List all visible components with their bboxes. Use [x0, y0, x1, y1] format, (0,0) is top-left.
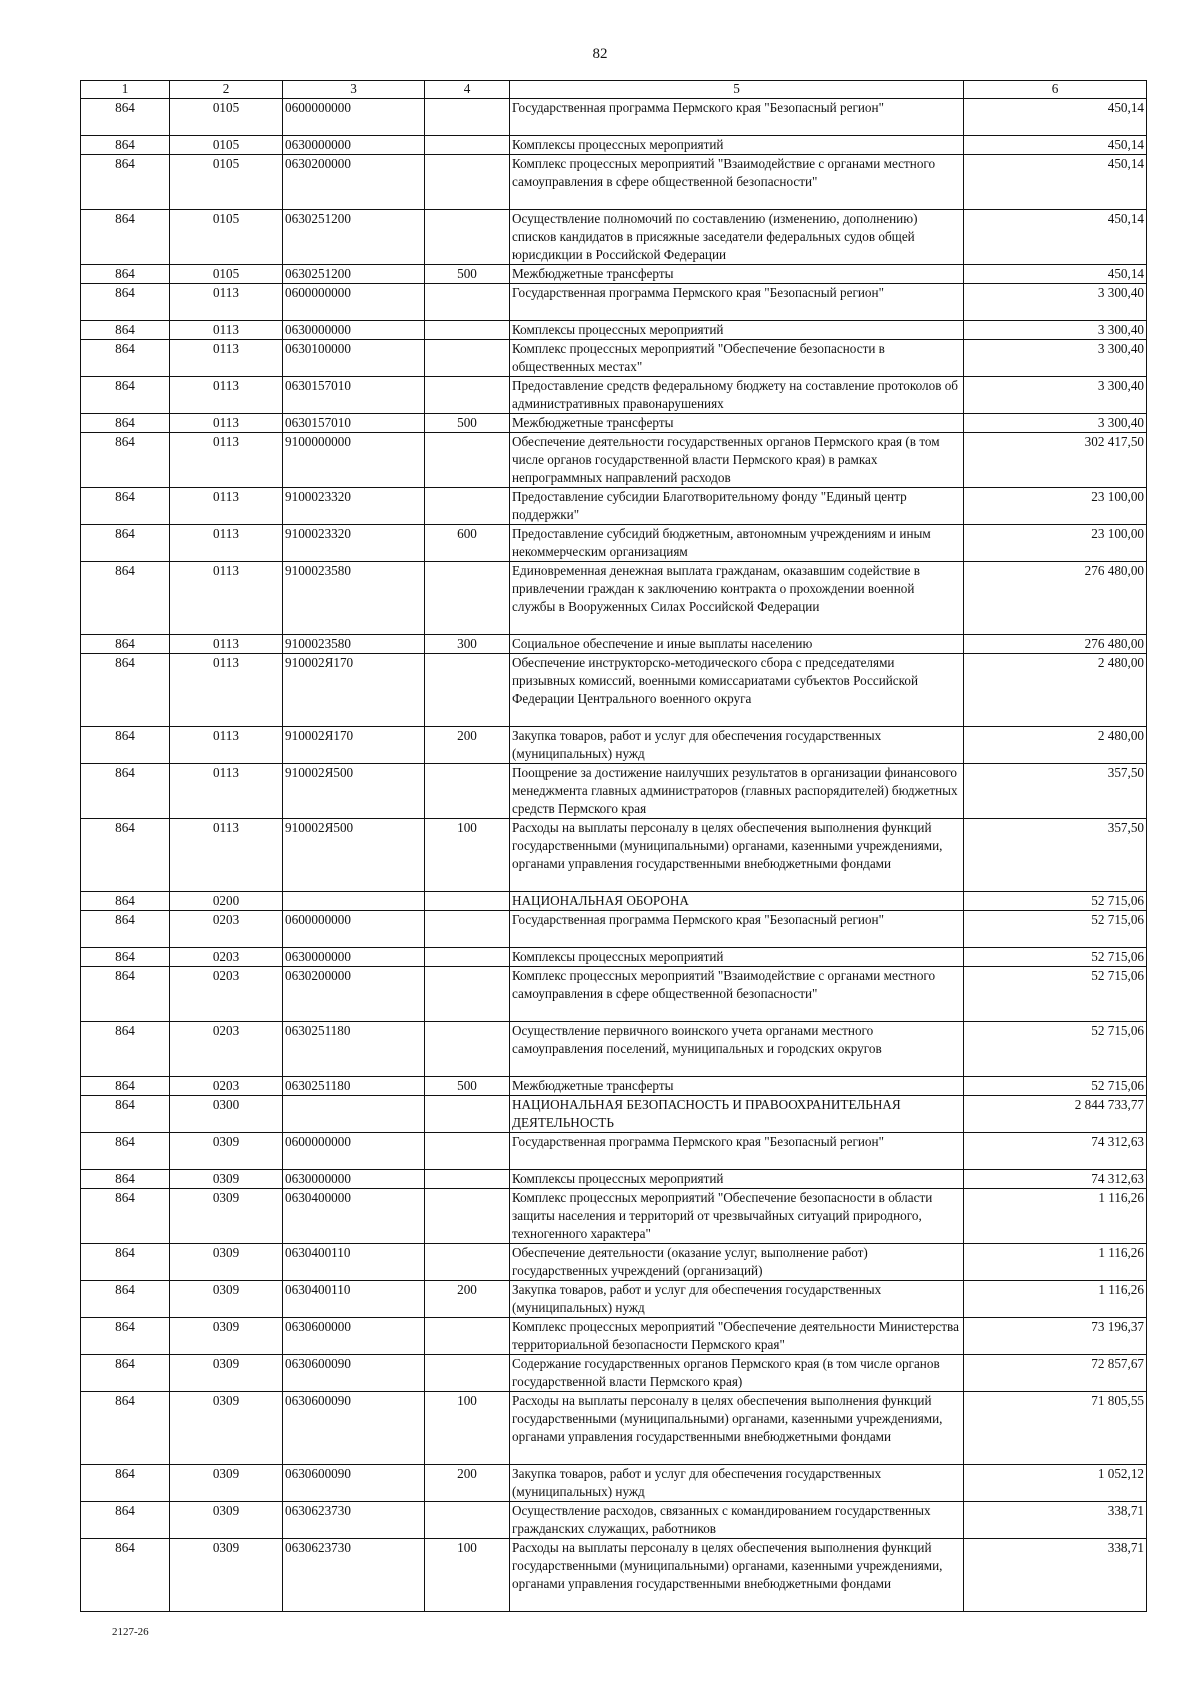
section-code-cell: 0300 — [170, 1096, 283, 1133]
section-code-cell: 0309 — [170, 1170, 283, 1189]
admin-code-cell: 864 — [81, 414, 170, 433]
target-article-cell: 0600000000 — [283, 1133, 425, 1170]
description-cell: Расходы на выплаты персоналу в целях обеспечения выполнения функций государственными (муниципальными) органами, казенными учреждениями, органами управления государственными внебюджетными фондами — [510, 819, 964, 892]
amount-cell: 302 417,50 — [964, 433, 1147, 488]
amount-cell: 450,14 — [964, 265, 1147, 284]
admin-code-cell: 864 — [81, 377, 170, 414]
amount-cell: 1 116,26 — [964, 1189, 1147, 1244]
expense-type-cell — [425, 654, 510, 727]
section-code-cell: 0113 — [170, 654, 283, 727]
admin-code-cell: 864 — [81, 562, 170, 635]
expense-type-cell — [425, 488, 510, 525]
expense-type-cell — [425, 1189, 510, 1244]
section-code-cell: 0105 — [170, 136, 283, 155]
target-article-cell: 9100023320 — [283, 488, 425, 525]
section-code-cell: 0309 — [170, 1465, 283, 1502]
section-code-cell: 0105 — [170, 265, 283, 284]
target-article-cell: 0630000000 — [283, 1170, 425, 1189]
amount-cell: 338,71 — [964, 1502, 1147, 1539]
section-code-cell: 0309 — [170, 1539, 283, 1612]
amount-cell: 73 196,37 — [964, 1318, 1147, 1355]
section-code-cell: 0203 — [170, 1022, 283, 1077]
expense-type-cell — [425, 892, 510, 911]
target-article-cell — [283, 1096, 425, 1133]
description-cell: Расходы на выплаты персоналу в целях обеспечения выполнения функций государственными (муниципальными) органами, казенными учреждениями, органами управления государственными внебюджетными фондами — [510, 1539, 964, 1612]
expense-type-cell — [425, 377, 510, 414]
target-article-cell: 0630157010 — [283, 414, 425, 433]
admin-code-cell: 864 — [81, 948, 170, 967]
section-code-cell: 0113 — [170, 377, 283, 414]
table-row — [81, 1077, 1147, 1096]
target-article-cell: 0630251180 — [283, 1077, 425, 1096]
admin-code-cell: 864 — [81, 764, 170, 819]
description-cell: Государственная программа Пермского края "Безопасный регион" — [510, 911, 964, 948]
target-article-cell: 9100023580 — [283, 635, 425, 654]
table-header-row — [81, 81, 1147, 99]
admin-code-cell: 864 — [81, 1465, 170, 1502]
expense-type-cell — [425, 155, 510, 210]
target-article-cell — [283, 892, 425, 911]
admin-code-cell: 864 — [81, 635, 170, 654]
amount-cell: 276 480,00 — [964, 635, 1147, 654]
admin-code-cell: 864 — [81, 1133, 170, 1170]
table-row — [81, 265, 1147, 284]
admin-code-cell: 864 — [81, 210, 170, 265]
admin-code-cell: 864 — [81, 1281, 170, 1318]
description-cell: Комплекс процессных мероприятий "Взаимодействие с органами местного самоуправления в сфере общественной безопасности" — [510, 155, 964, 210]
section-code-cell: 0113 — [170, 764, 283, 819]
amount-cell: 1 052,12 — [964, 1465, 1147, 1502]
description-cell: Межбюджетные трансферты — [510, 1077, 964, 1096]
description-cell: Содержание государственных органов Пермского края (в том числе органов государственной власти Пермского края) — [510, 1355, 964, 1392]
table-row — [81, 911, 1147, 948]
target-article-cell: 0630251200 — [283, 210, 425, 265]
section-code-cell: 0309 — [170, 1281, 283, 1318]
description-cell: Комплекс процессных мероприятий "Взаимодействие с органами местного самоуправления в сфере общественной безопасности" — [510, 967, 964, 1022]
expense-type-cell — [425, 321, 510, 340]
amount-cell: 52 715,06 — [964, 911, 1147, 948]
target-article-cell: 9100023320 — [283, 525, 425, 562]
amount-cell: 52 715,06 — [964, 967, 1147, 1022]
table-row — [81, 819, 1147, 892]
amount-cell: 2 480,00 — [964, 654, 1147, 727]
admin-code-cell: 864 — [81, 340, 170, 377]
target-article-cell: 0630600000 — [283, 1318, 425, 1355]
description-cell: НАЦИОНАЛЬНАЯ ОБОРОНА — [510, 892, 964, 911]
amount-cell: 3 300,40 — [964, 284, 1147, 321]
section-code-cell: 0105 — [170, 155, 283, 210]
admin-code-cell: 864 — [81, 321, 170, 340]
description-cell: Комплекс процессных мероприятий "Обеспечение безопасности в общественных местах" — [510, 340, 964, 377]
description-cell: Обеспечение деятельности (оказание услуг, выполнение работ) государственных учреждений (организаций) — [510, 1244, 964, 1281]
amount-cell: 23 100,00 — [964, 488, 1147, 525]
description-cell: Комплексы процессных мероприятий — [510, 948, 964, 967]
amount-cell: 23 100,00 — [964, 525, 1147, 562]
target-article-cell: 0600000000 — [283, 284, 425, 321]
section-code-cell: 0105 — [170, 210, 283, 265]
target-article-cell: 910002Я170 — [283, 654, 425, 727]
amount-cell: 450,14 — [964, 155, 1147, 210]
table-row — [81, 1502, 1147, 1539]
table-row — [81, 99, 1147, 136]
amount-cell: 52 715,06 — [964, 948, 1147, 967]
amount-cell: 74 312,63 — [964, 1170, 1147, 1189]
expense-type-cell — [425, 1133, 510, 1170]
description-cell: Государственная программа Пермского края "Безопасный регион" — [510, 1133, 964, 1170]
admin-code-cell: 864 — [81, 654, 170, 727]
amount-cell: 74 312,63 — [964, 1133, 1147, 1170]
expense-type-cell — [425, 1244, 510, 1281]
target-article-cell: 0630600090 — [283, 1465, 425, 1502]
expense-type-cell — [425, 433, 510, 488]
admin-code-cell: 864 — [81, 1189, 170, 1244]
column-header: 4 — [425, 81, 510, 99]
target-article-cell: 0630623730 — [283, 1502, 425, 1539]
description-cell: Государственная программа Пермского края "Безопасный регион" — [510, 99, 964, 136]
admin-code-cell: 864 — [81, 892, 170, 911]
description-cell: Межбюджетные трансферты — [510, 414, 964, 433]
column-header: 1 — [81, 81, 170, 99]
admin-code-cell: 864 — [81, 1355, 170, 1392]
amount-cell: 1 116,26 — [964, 1281, 1147, 1318]
amount-cell: 357,50 — [964, 819, 1147, 892]
target-article-cell: 0630157010 — [283, 377, 425, 414]
table-row — [81, 727, 1147, 764]
table-row — [81, 1539, 1147, 1612]
description-cell: Закупка товаров, работ и услуг для обеспечения государственных (муниципальных) нужд — [510, 727, 964, 764]
description-cell: Комплекс процессных мероприятий "Обеспечение безопасности в области защиты населения и территорий от чрезвычайных ситуаций природного, техногенного характера" — [510, 1189, 964, 1244]
target-article-cell: 0630000000 — [283, 136, 425, 155]
expense-type-cell — [425, 1502, 510, 1539]
section-code-cell: 0309 — [170, 1244, 283, 1281]
table-row — [81, 1133, 1147, 1170]
amount-cell: 71 805,55 — [964, 1392, 1147, 1465]
admin-code-cell: 864 — [81, 967, 170, 1022]
description-cell: Межбюджетные трансферты — [510, 265, 964, 284]
description-cell: Комплексы процессных мероприятий — [510, 321, 964, 340]
table-row — [81, 764, 1147, 819]
table-row — [81, 892, 1147, 911]
admin-code-cell: 864 — [81, 727, 170, 764]
table-row — [81, 1318, 1147, 1355]
table-row — [81, 525, 1147, 562]
expense-type-cell — [425, 136, 510, 155]
page-number: 82 — [592, 46, 608, 62]
amount-cell: 450,14 — [964, 210, 1147, 265]
description-cell: Осуществление первичного воинского учета органами местного самоуправления поселений, муниципальных и городских округов — [510, 1022, 964, 1077]
target-article-cell: 0600000000 — [283, 911, 425, 948]
table-row — [81, 136, 1147, 155]
amount-cell: 52 715,06 — [964, 1022, 1147, 1077]
expense-type-cell: 500 — [425, 414, 510, 433]
target-article-cell: 0630400110 — [283, 1244, 425, 1281]
expense-type-cell — [425, 1355, 510, 1392]
section-code-cell: 0309 — [170, 1318, 283, 1355]
amount-cell: 52 715,06 — [964, 1077, 1147, 1096]
target-article-cell: 0630600090 — [283, 1392, 425, 1465]
section-code-cell: 0113 — [170, 414, 283, 433]
expense-type-cell — [425, 764, 510, 819]
admin-code-cell: 864 — [81, 1244, 170, 1281]
expense-type-cell — [425, 284, 510, 321]
target-article-cell: 0630400110 — [283, 1281, 425, 1318]
amount-cell: 1 116,26 — [964, 1244, 1147, 1281]
table-body — [81, 99, 1147, 1612]
expense-type-cell: 600 — [425, 525, 510, 562]
admin-code-cell: 864 — [81, 1539, 170, 1612]
admin-code-cell: 864 — [81, 155, 170, 210]
expense-type-cell: 200 — [425, 1465, 510, 1502]
section-code-cell: 0203 — [170, 1077, 283, 1096]
table-row — [81, 1170, 1147, 1189]
target-article-cell: 0630251200 — [283, 265, 425, 284]
section-code-cell: 0309 — [170, 1133, 283, 1170]
description-cell: Комплекс процессных мероприятий "Обеспечение деятельности Министерства территориальной безопасности Пермского края" — [510, 1318, 964, 1355]
admin-code-cell: 864 — [81, 433, 170, 488]
description-cell: Предоставление субсидии Благотворительному фонду "Единый центр поддержки" — [510, 488, 964, 525]
target-article-cell: 0630623730 — [283, 1539, 425, 1612]
section-code-cell: 0113 — [170, 433, 283, 488]
amount-cell: 450,14 — [964, 136, 1147, 155]
amount-cell: 3 300,40 — [964, 321, 1147, 340]
admin-code-cell: 864 — [81, 819, 170, 892]
description-cell: Обеспечение деятельности государственных органов Пермского края (в том числе органов государственной власти Пермского края) в рамках непрограммных направлений расходов — [510, 433, 964, 488]
table-row — [81, 321, 1147, 340]
target-article-cell: 0630600090 — [283, 1355, 425, 1392]
description-cell: Государственная программа Пермского края "Безопасный регион" — [510, 284, 964, 321]
target-article-cell: 910002Я500 — [283, 819, 425, 892]
table-row — [81, 1022, 1147, 1077]
description-cell: НАЦИОНАЛЬНАЯ БЕЗОПАСНОСТЬ И ПРАВООХРАНИТЕЛЬНАЯ ДЕЯТЕЛЬНОСТЬ — [510, 1096, 964, 1133]
target-article-cell: 9100023580 — [283, 562, 425, 635]
expense-type-cell: 500 — [425, 265, 510, 284]
expense-type-cell — [425, 210, 510, 265]
section-code-cell: 0309 — [170, 1392, 283, 1465]
admin-code-cell: 864 — [81, 1392, 170, 1465]
target-article-cell: 0630100000 — [283, 340, 425, 377]
target-article-cell: 910002Я500 — [283, 764, 425, 819]
amount-cell: 52 715,06 — [964, 892, 1147, 911]
description-cell: Закупка товаров, работ и услуг для обеспечения государственных (муниципальных) нужд — [510, 1465, 964, 1502]
target-article-cell: 0630000000 — [283, 321, 425, 340]
table-row — [81, 1189, 1147, 1244]
expense-type-cell — [425, 340, 510, 377]
admin-code-cell: 864 — [81, 1318, 170, 1355]
section-code-cell: 0113 — [170, 321, 283, 340]
description-cell: Осуществление расходов, связанных с командированием государственных гражданских служащих, работников — [510, 1502, 964, 1539]
table-row — [81, 1281, 1147, 1318]
description-cell: Поощрение за достижение наилучших результатов в организации финансового менеджмента главных администраторов (главных распорядителей) бюджетных средств Пермского края — [510, 764, 964, 819]
admin-code-cell: 864 — [81, 1077, 170, 1096]
description-cell: Осуществление полномочий по составлению (изменению, дополнению) списков кандидатов в присяжные заседатели федеральных судов общей юрисдикции в Российской Федерации — [510, 210, 964, 265]
admin-code-cell: 864 — [81, 284, 170, 321]
table-row — [81, 155, 1147, 210]
expense-type-cell — [425, 911, 510, 948]
admin-code-cell: 864 — [81, 1170, 170, 1189]
admin-code-cell: 864 — [81, 1022, 170, 1077]
table-row — [81, 433, 1147, 488]
admin-code-cell: 864 — [81, 1096, 170, 1133]
table-row — [81, 948, 1147, 967]
section-code-cell: 0309 — [170, 1355, 283, 1392]
target-article-cell: 9100000000 — [283, 433, 425, 488]
section-code-cell: 0203 — [170, 948, 283, 967]
budget-table — [80, 80, 1147, 1612]
column-header: 5 — [510, 81, 964, 99]
amount-cell: 3 300,40 — [964, 377, 1147, 414]
table-row — [81, 654, 1147, 727]
amount-cell: 357,50 — [964, 764, 1147, 819]
table-row — [81, 562, 1147, 635]
amount-cell: 3 300,40 — [964, 340, 1147, 377]
section-code-cell: 0203 — [170, 967, 283, 1022]
expense-type-cell: 500 — [425, 1077, 510, 1096]
admin-code-cell: 864 — [81, 488, 170, 525]
section-code-cell: 0113 — [170, 525, 283, 562]
description-cell: Комплексы процессных мероприятий — [510, 136, 964, 155]
table-row — [81, 1096, 1147, 1133]
expense-type-cell: 100 — [425, 1539, 510, 1612]
target-article-cell: 0600000000 — [283, 99, 425, 136]
table-row — [81, 414, 1147, 433]
section-code-cell: 0105 — [170, 99, 283, 136]
table-row — [81, 340, 1147, 377]
table-row — [81, 284, 1147, 321]
section-code-cell: 0113 — [170, 727, 283, 764]
section-code-cell: 0113 — [170, 284, 283, 321]
target-article-cell: 0630251180 — [283, 1022, 425, 1077]
amount-cell: 72 857,67 — [964, 1355, 1147, 1392]
section-code-cell: 0113 — [170, 340, 283, 377]
expense-type-cell — [425, 1096, 510, 1133]
document-code: 2127-26 — [112, 1626, 149, 1638]
expense-type-cell — [425, 948, 510, 967]
description-cell: Социальное обеспечение и иные выплаты населению — [510, 635, 964, 654]
description-cell: Обеспечение инструкторско-методического сбора с председателями призывных комиссий, военными комиссариатами субъектов Российской Федерации Центрального военного округа — [510, 654, 964, 727]
admin-code-cell: 864 — [81, 525, 170, 562]
expense-type-cell: 100 — [425, 1392, 510, 1465]
amount-cell: 450,14 — [964, 99, 1147, 136]
table-row — [81, 1392, 1147, 1465]
section-code-cell: 0200 — [170, 892, 283, 911]
description-cell: Расходы на выплаты персоналу в целях обеспечения выполнения функций государственными (муниципальными) органами, казенными учреждениями, органами управления государственными внебюджетными фондами — [510, 1392, 964, 1465]
column-header: 6 — [964, 81, 1147, 99]
expense-type-cell: 200 — [425, 1281, 510, 1318]
table-row — [81, 377, 1147, 414]
admin-code-cell: 864 — [81, 136, 170, 155]
target-article-cell: 0630000000 — [283, 948, 425, 967]
column-header: 3 — [283, 81, 425, 99]
description-cell: Предоставление средств федеральному бюджету на составление протоколов об административных правонарушениях — [510, 377, 964, 414]
section-code-cell: 0309 — [170, 1502, 283, 1539]
target-article-cell: 0630400000 — [283, 1189, 425, 1244]
expense-type-cell: 100 — [425, 819, 510, 892]
expense-type-cell — [425, 1022, 510, 1077]
admin-code-cell: 864 — [81, 265, 170, 284]
target-article-cell: 0630200000 — [283, 967, 425, 1022]
amount-cell: 276 480,00 — [964, 562, 1147, 635]
section-code-cell: 0309 — [170, 1189, 283, 1244]
admin-code-cell: 864 — [81, 911, 170, 948]
section-code-cell: 0113 — [170, 635, 283, 654]
expense-type-cell — [425, 562, 510, 635]
expense-type-cell — [425, 1170, 510, 1189]
table-row — [81, 635, 1147, 654]
amount-cell: 338,71 — [964, 1539, 1147, 1612]
description-cell: Закупка товаров, работ и услуг для обеспечения государственных (муниципальных) нужд — [510, 1281, 964, 1318]
section-code-cell: 0113 — [170, 819, 283, 892]
expense-type-cell: 200 — [425, 727, 510, 764]
section-code-cell: 0203 — [170, 911, 283, 948]
table-row — [81, 1465, 1147, 1502]
admin-code-cell: 864 — [81, 1502, 170, 1539]
amount-cell: 3 300,40 — [964, 414, 1147, 433]
target-article-cell: 0630200000 — [283, 155, 425, 210]
amount-cell: 2 480,00 — [964, 727, 1147, 764]
table-row — [81, 1244, 1147, 1281]
amount-cell: 2 844 733,77 — [964, 1096, 1147, 1133]
expense-type-cell — [425, 967, 510, 1022]
description-cell: Предоставление субсидий бюджетным, автономным учреждениям и иным некоммерческим организациям — [510, 525, 964, 562]
table-row — [81, 1355, 1147, 1392]
section-code-cell: 0113 — [170, 562, 283, 635]
table-row — [81, 210, 1147, 265]
expense-type-cell — [425, 1318, 510, 1355]
table-row — [81, 488, 1147, 525]
table-row — [81, 967, 1147, 1022]
expense-type-cell: 300 — [425, 635, 510, 654]
admin-code-cell: 864 — [81, 99, 170, 136]
expense-type-cell — [425, 99, 510, 136]
description-cell: Комплексы процессных мероприятий — [510, 1170, 964, 1189]
section-code-cell: 0113 — [170, 488, 283, 525]
column-header: 2 — [170, 81, 283, 99]
description-cell: Единовременная денежная выплата гражданам, оказавшим содействие в привлечении граждан к заключению контракта о прохождении военной службы в Вооруженных Силах Российской Федерации — [510, 562, 964, 635]
target-article-cell: 910002Я170 — [283, 727, 425, 764]
